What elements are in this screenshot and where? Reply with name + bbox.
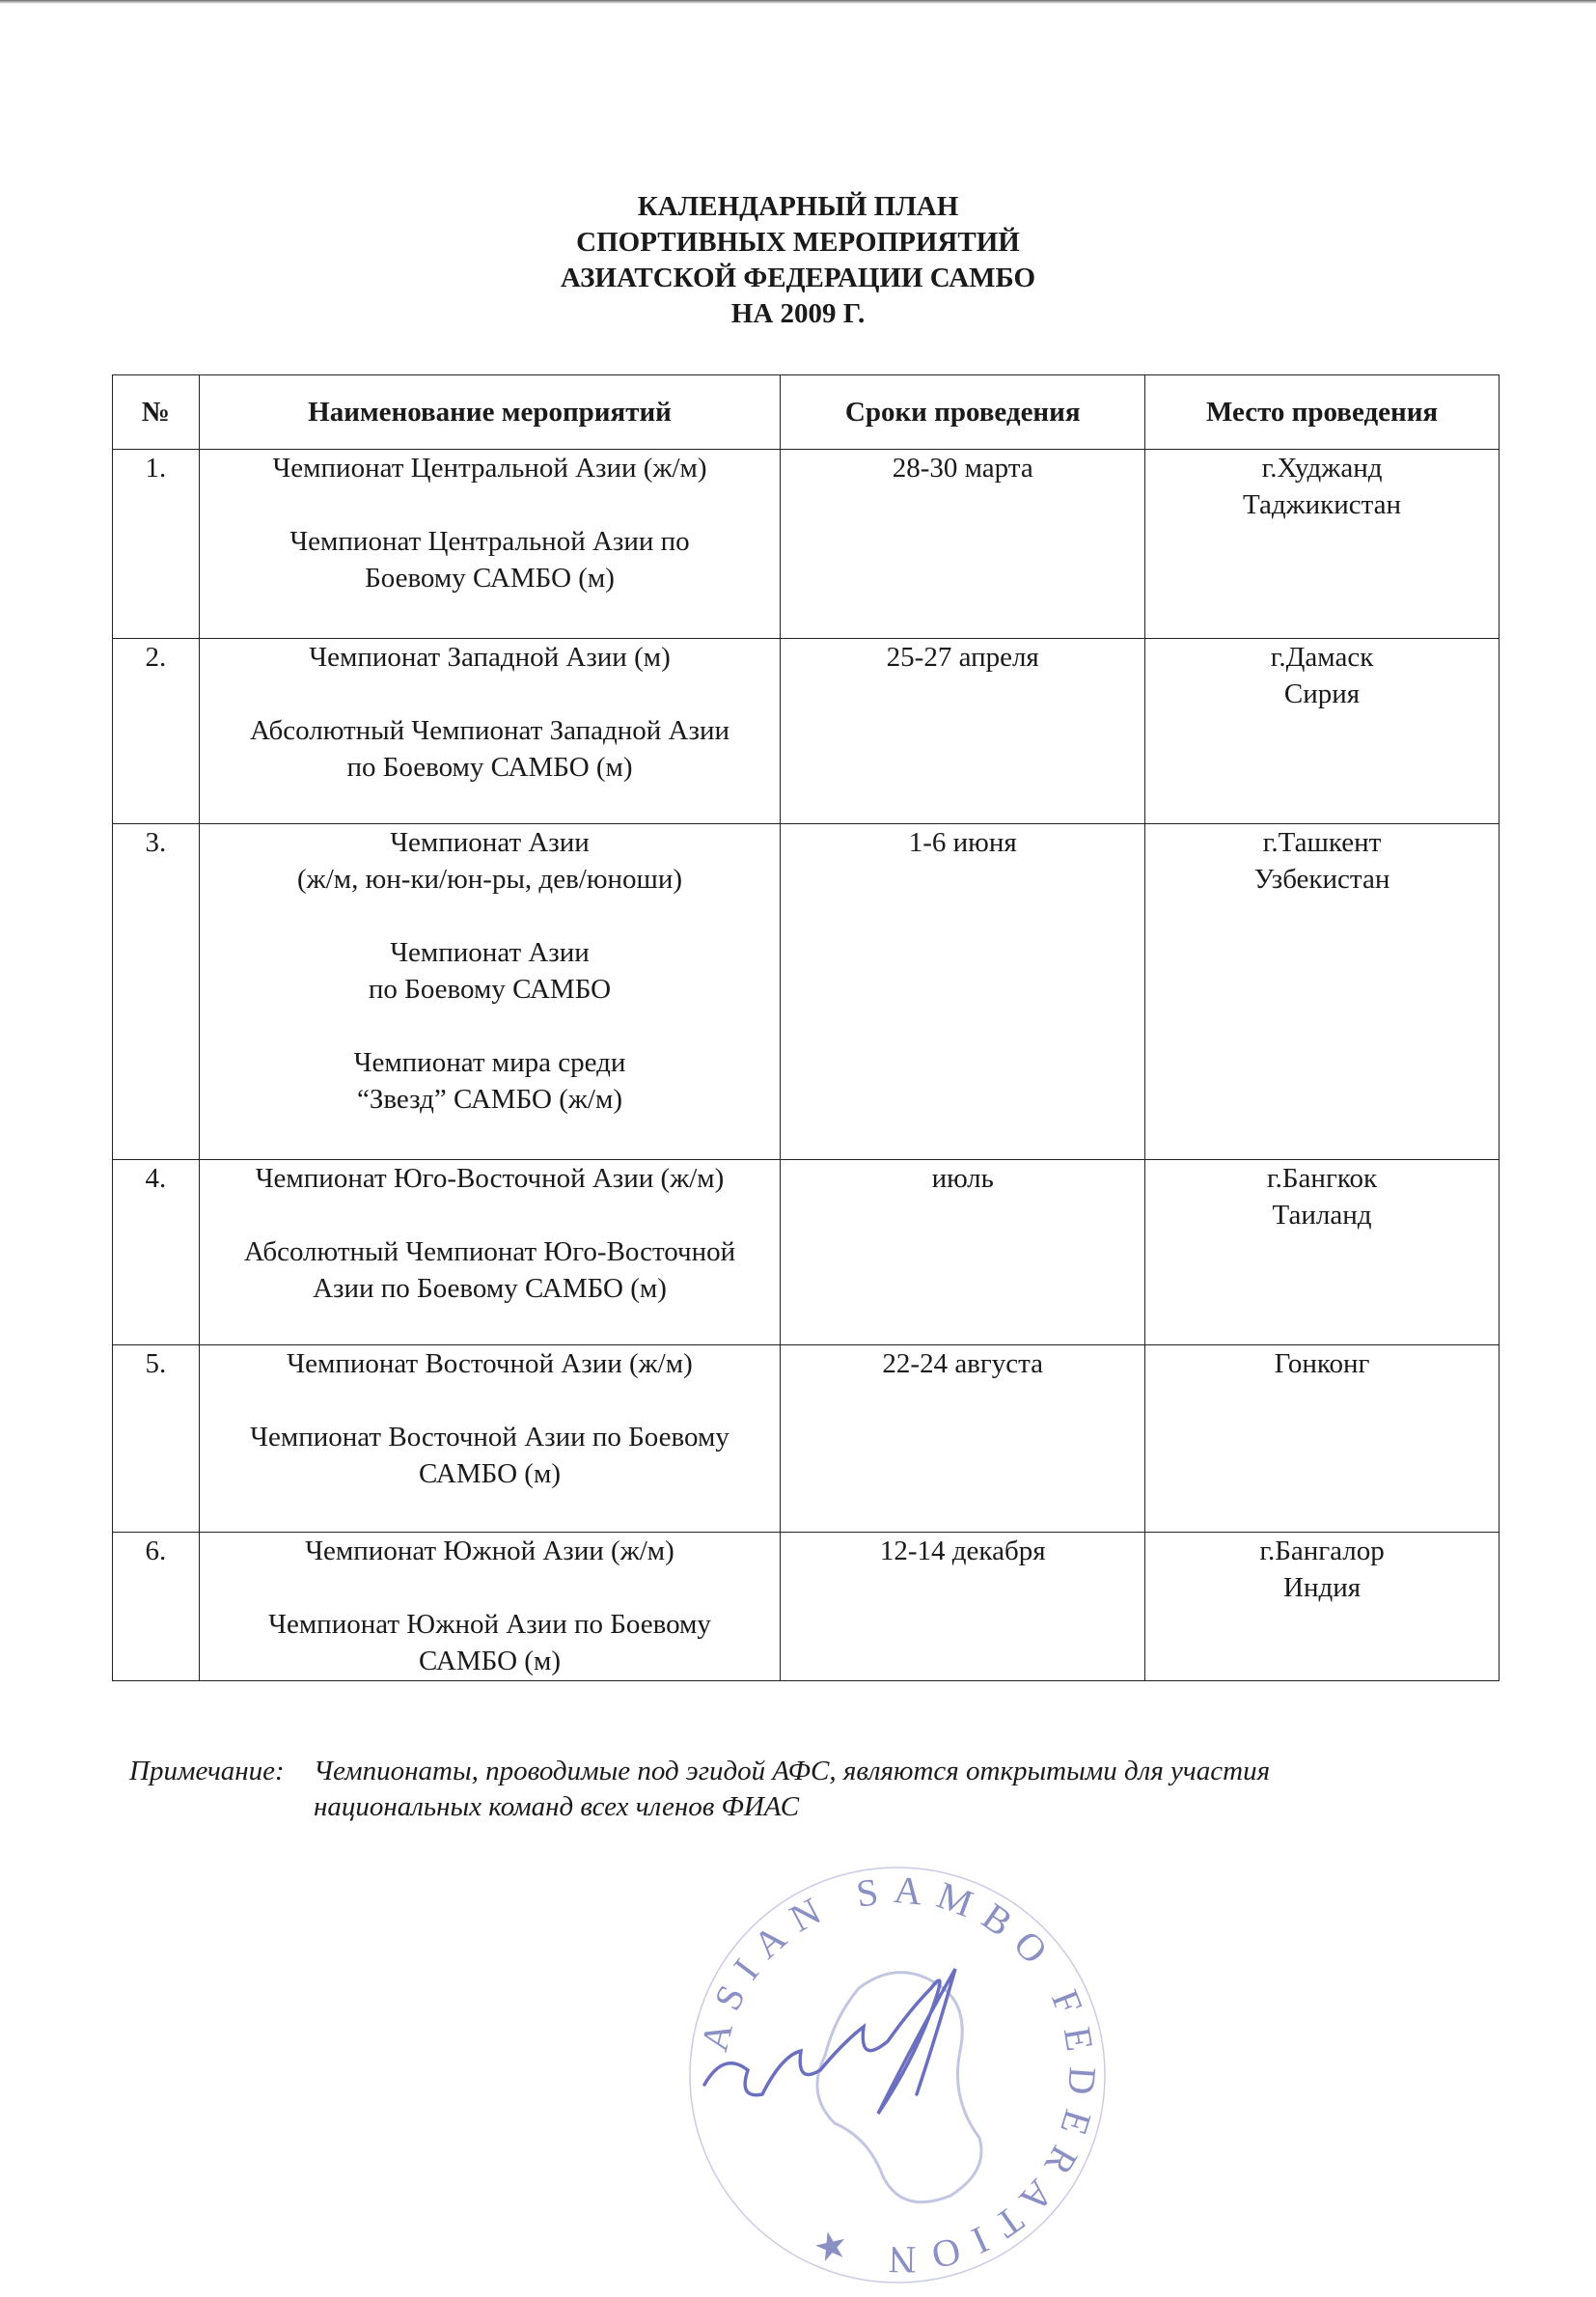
event-place (1145, 1533, 1500, 1681)
event-name: Чемпионат Центральной Азии по Боевому САМБО (м) (289, 526, 690, 594)
event-gap (200, 1008, 781, 1044)
event-name: Чемпионат Азии по Боевому САМБО (368, 937, 612, 1005)
table-body (113, 450, 1500, 1681)
scan-edge (0, 0, 1596, 4)
event-gap (200, 1569, 781, 1606)
place-city: г.Бангкок (1267, 1163, 1378, 1194)
document-title (0, 189, 1596, 332)
event-name: Чемпионат Восточной Азии по Боевому САМБО (м) (250, 1422, 729, 1489)
event-name: Абсолютный Чемпионат Западной Азии по Боевому САМБО (м) (250, 715, 729, 783)
row-number: 6. (113, 1533, 200, 1681)
header-name: Наименование мероприятий (199, 375, 781, 450)
header-place: Место проведения (1145, 375, 1500, 450)
place-country: Таиланд (1272, 1200, 1372, 1231)
place-country: Сирия (1283, 678, 1361, 709)
table-row (113, 824, 1500, 1160)
event-dates: 28-30 марта (781, 450, 1145, 639)
event-name: Чемпионат Южной Азии по Боевому САМБО (м) (268, 1609, 711, 1676)
events-table (112, 374, 1500, 1681)
note-line-1: Чемпионаты, проводимые под эгидой АФС, являются открытыми для участия (314, 1756, 1271, 1786)
table-row (113, 450, 1500, 639)
event-gap (200, 1197, 781, 1233)
event-dates: июль (781, 1160, 1145, 1345)
row-number: 1. (113, 450, 200, 639)
event-name: Чемпионат Восточной Азии (ж/м) (287, 1348, 693, 1379)
header-date: Сроки проведения (781, 375, 1145, 450)
event-names (199, 450, 781, 639)
place-country: Узбекистан (1253, 864, 1390, 895)
row-number: 2. (113, 639, 200, 824)
place-city: г.Дамаск (1270, 642, 1374, 673)
stamp-ring-text: ASIAN SAMBO FEDERATION ★ (692, 1867, 1105, 2283)
event-gap (200, 898, 781, 934)
note-label: Примечание: (129, 1756, 285, 1786)
event-place (1145, 1160, 1500, 1345)
event-name: Чемпионат Азии (ж/м, юн-ки/юн-ры, дев/юноши) (297, 827, 683, 895)
event-names (199, 1345, 781, 1533)
table-row (113, 639, 1500, 824)
row-number: 4. (113, 1160, 200, 1345)
event-name: Абсолютный Чемпионат Юго-Восточной Азии по Боевому САМБО (м) (243, 1236, 736, 1304)
federation-stamp (675, 1853, 1119, 2297)
event-place (1145, 824, 1500, 1160)
footnote (129, 1754, 1270, 1825)
event-gap (200, 676, 781, 712)
event-place (1145, 1345, 1500, 1533)
table-row (113, 1345, 1500, 1533)
header-num: № (113, 375, 200, 450)
event-names (199, 824, 781, 1160)
stamp-emblem (817, 1973, 981, 2202)
event-name: Чемпионат Юго-Восточной Азии (ж/м) (255, 1163, 725, 1194)
title-line-1: КАЛЕНДАРНЫЙ ПЛАН (637, 191, 959, 222)
event-name: Чемпионат мира среди “Звезд” САМБО (ж/м) (353, 1047, 626, 1115)
event-name: Чемпионат Западной Азии (м) (309, 642, 671, 673)
event-dates: 1-6 июня (781, 824, 1145, 1160)
table-row (113, 1160, 1500, 1345)
row-number: 5. (113, 1345, 200, 1533)
table-header-row (113, 375, 1500, 450)
place-city: г.Бангалор (1259, 1536, 1385, 1566)
event-gap (200, 486, 781, 523)
title-line-3: АЗИАТСКОЙ ФЕДЕРАЦИИ САМБО (560, 263, 1036, 293)
event-place (1145, 639, 1500, 824)
event-gap (200, 1382, 781, 1419)
table-row (113, 1533, 1500, 1681)
place-city: г.Ташкент (1262, 827, 1382, 858)
event-dates: 25-27 апреля (781, 639, 1145, 824)
event-place (1145, 450, 1500, 639)
place-city: Гонконг (1274, 1348, 1370, 1379)
title-line-2: СПОРТИВНЫХ МЕРОПРИЯТИЙ (576, 227, 1020, 258)
note-line-2: национальных команд всех членов ФИАС (314, 1791, 800, 1822)
event-dates: 12-14 декабря (781, 1533, 1145, 1681)
event-names (199, 1533, 781, 1681)
event-name: Чемпионат Центральной Азии (ж/м) (272, 453, 707, 484)
place-country: Индия (1283, 1572, 1362, 1603)
row-number: 3. (113, 824, 200, 1160)
event-dates: 22-24 августа (781, 1345, 1145, 1533)
event-names (199, 1160, 781, 1345)
title-line-4: НА 2009 Г. (730, 298, 866, 329)
event-name: Чемпионат Южной Азии (ж/м) (305, 1536, 674, 1566)
event-names (199, 639, 781, 824)
place-country: Таджикистан (1243, 489, 1402, 520)
place-city: г.Худжанд (1261, 453, 1383, 484)
